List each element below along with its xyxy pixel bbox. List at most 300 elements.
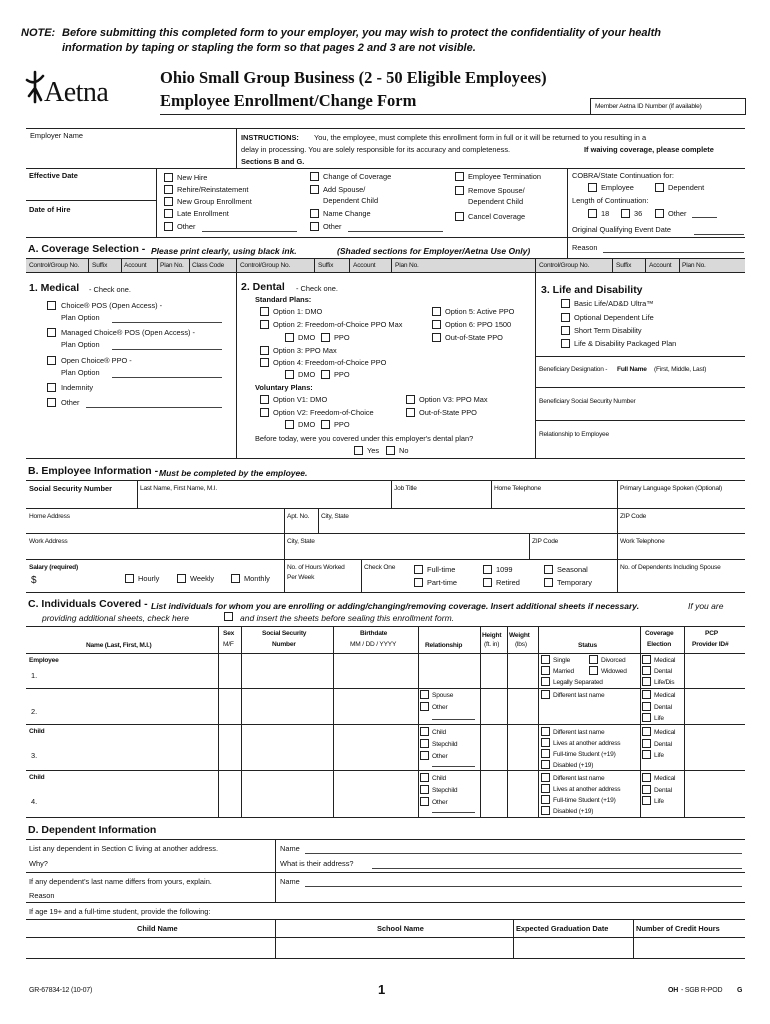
cancel-coverage-label: Cancel Coverage [468, 212, 526, 221]
dental-voos-checkbox[interactable] [406, 408, 415, 417]
cobra-18-label: 18 [601, 209, 610, 218]
row1-widowed-label: Widowed [601, 668, 627, 675]
open-choice-plan-option: Plan Option [61, 368, 100, 377]
section-c-title: C. Individuals Covered - [28, 598, 148, 610]
dental-question: Before today, were you covered under this employer's dental plan? [255, 434, 474, 443]
basic-life-checkbox[interactable] [561, 299, 570, 308]
medical-other-checkbox[interactable] [47, 398, 56, 407]
row1-dental-label: Dental [654, 668, 672, 675]
row4-other-label: Other [432, 799, 448, 806]
row4-stepchild-checkbox[interactable] [420, 785, 429, 794]
dental-option6-label: Option 6: PPO 1500 [445, 320, 512, 329]
dental-v2-ppo-label: PPO [334, 420, 350, 429]
row1-separated-label: Legally Separated [553, 679, 603, 686]
member-id-label: Member Aetna ID Number (if available) [595, 103, 702, 110]
col-height-unit: (ft. in) [484, 641, 500, 648]
retired-checkbox[interactable] [483, 578, 492, 587]
dental-option4-ppo-label: PPO [334, 370, 350, 379]
row4-medical-checkbox[interactable] [642, 773, 651, 782]
remove-dependent-label: Dependent Child [468, 197, 524, 206]
dental-option2-dmo-label: DMO [298, 333, 316, 342]
section-a-title: A. Coverage Selection - [28, 243, 146, 255]
row3-other-label: Other [432, 753, 448, 760]
qualifying-event-label: Original Qualifying Event Date [572, 225, 672, 234]
retired-label: Retired [496, 578, 520, 587]
dental-option4-ppo-checkbox[interactable] [321, 370, 330, 379]
child-name-header: Child Name [137, 924, 178, 933]
den-control-code: Control/Group No. [240, 262, 291, 269]
life-title: 3. Life and Disability [541, 284, 643, 296]
ssn-label: Social Security Number [29, 484, 112, 493]
dental-oos-label: Out-of-State PPO [445, 333, 503, 342]
per-week-label: Per Week [287, 574, 315, 581]
row3-lives-checkbox[interactable] [541, 738, 550, 747]
row2-medical-label: Medical [654, 692, 676, 699]
row3-child-label: Child [432, 729, 447, 736]
row4-child-checkbox[interactable] [420, 773, 429, 782]
employer-name-input[interactable] [58, 145, 228, 161]
cobra-36-checkbox[interactable] [621, 209, 630, 218]
row3-life-label: Life [654, 752, 664, 759]
f1099-checkbox[interactable] [483, 565, 492, 574]
col-ssn-1: Social Security [262, 630, 307, 637]
name-change-label: Name Change [323, 209, 371, 218]
cobra-dependent-checkbox[interactable] [655, 183, 664, 192]
col-weight-unit: (lbs) [515, 641, 527, 648]
row2-dental-checkbox[interactable] [642, 702, 651, 711]
aetna-logo-icon [24, 70, 46, 104]
row2-diff-last-label: Different last name [553, 692, 605, 699]
medical-title: 1. Medical [29, 282, 80, 294]
instructions-text-2: delay in processing. You are solely responsible for its accuracy and completeness. [241, 145, 511, 154]
open-choice-checkbox[interactable] [47, 356, 56, 365]
choice-pos-checkbox[interactable] [47, 301, 56, 310]
basic-life-label: Basic Life/AD&D Ultra™ [574, 299, 654, 308]
dental-v3-checkbox[interactable] [406, 395, 415, 404]
dental-option3-checkbox[interactable] [260, 346, 269, 355]
footer-code-oh: OH [668, 987, 679, 994]
add-dependent-label: Dependent Child [323, 196, 379, 205]
note-label: NOTE: [21, 27, 56, 39]
row2-diff-last-checkbox[interactable] [541, 690, 550, 699]
remove-spouse-label: Remove Spouse/ [468, 186, 525, 195]
cobra-other-label: Other [668, 209, 687, 218]
dental-option2-label: Option 2: Freedom-of-Choice PPO Max [273, 320, 403, 329]
temporary-checkbox[interactable] [544, 578, 553, 587]
den-suffix-code: Suffix [318, 262, 334, 269]
row1-married-label: Married [553, 668, 574, 675]
row4-life-label: Life [654, 798, 664, 805]
dependents-count-label: No. of Dependents Including Spouse [620, 564, 721, 571]
row1-medical-label: Medical [654, 657, 676, 664]
part-time-label: Part-time [427, 578, 457, 587]
row1-separated-checkbox[interactable] [541, 677, 550, 686]
name-change-checkbox[interactable] [310, 209, 319, 218]
instructions-label: INSTRUCTIONS: [241, 133, 299, 142]
salary-label: Salary (required) [29, 564, 79, 571]
col-coverage-1: Coverage [645, 630, 674, 637]
choice-pos-plan-option: Plan Option [61, 313, 100, 322]
add-spouse-label: Add Spouse/ [323, 185, 366, 194]
beneficiary-format: (First, Middle, Last) [654, 366, 707, 373]
col-mf: M/F [223, 641, 234, 648]
short-term-disability-checkbox[interactable] [561, 326, 570, 335]
section-a-shaded-note: (Shaded sections for Employer/Aetna Use Only) [337, 246, 531, 256]
medical-hint: - Check one. [89, 285, 131, 294]
life-control-code: Control/Group No. [539, 262, 590, 269]
cobra-title: COBRA/State Continuation for: [572, 171, 674, 180]
new-group-checkbox[interactable] [164, 197, 173, 206]
row4-life-checkbox[interactable] [642, 796, 651, 805]
new-hire-label: New Hire [177, 173, 208, 182]
dental-v2-dmo-label: DMO [298, 420, 316, 429]
note-line-1: Before submitting this completed form to your employer, you may wish to protect the confidentiality of your health [62, 27, 661, 39]
dep-reason-label: Reason [29, 891, 55, 900]
row4-other-checkbox[interactable] [420, 797, 429, 806]
dental-option4-dmo-checkbox[interactable] [285, 370, 294, 379]
cobra-length-label: Length of Continuation: [572, 196, 649, 205]
monthly-checkbox[interactable] [231, 574, 240, 583]
section-d-title: D. Dependent Information [28, 824, 157, 836]
form-title: Ohio Small Group Business (2 - 50 Eligible Employees) [160, 68, 547, 87]
home-city-state-label: City, State [321, 513, 349, 520]
row2-life-checkbox[interactable] [642, 713, 651, 722]
instructions-waiving: If waiving coverage, please complete [584, 145, 714, 154]
row4-stepchild-label: Stepchild [432, 787, 458, 794]
dep-address-label: What is their address? [280, 859, 354, 868]
col-coverage-2: Election [647, 641, 672, 648]
instructions-text-3: Sections B and G. [241, 157, 305, 166]
add-spouse-checkbox[interactable] [310, 185, 319, 194]
dental-v3-label: Option V3: PPO Max [419, 395, 488, 404]
col-relationship: Relationship [425, 642, 463, 649]
dep-q3: If age 19+ and a full-time student, provide the following: [29, 907, 211, 916]
row1-divorced-checkbox[interactable] [589, 655, 598, 664]
row3-life-checkbox[interactable] [642, 750, 651, 759]
row1-label: Employee [29, 657, 59, 664]
dental-option2-dmo-checkbox[interactable] [285, 333, 294, 342]
row3-stepchild-checkbox[interactable] [420, 739, 429, 748]
med-control-code: Control/Group No. [29, 262, 80, 269]
dental-hint: - Check one. [296, 284, 338, 293]
additional-sheets-checkbox[interactable] [224, 612, 233, 621]
row1-married-checkbox[interactable] [541, 666, 550, 675]
home-address-label: Home Address [29, 513, 70, 520]
section-c-tail-3: and insert the sheets before sealing this enrollment form. [240, 613, 455, 623]
managed-choice-checkbox[interactable] [47, 328, 56, 337]
form-subtitle: Employee Enrollment/Change Form [160, 91, 417, 110]
row2-medical-checkbox[interactable] [642, 690, 651, 699]
f1099-label: 1099 [496, 565, 513, 574]
change-coverage-label: Change of Coverage [323, 172, 392, 181]
temporary-label: Temporary [557, 578, 592, 587]
dental-v2-checkbox[interactable] [260, 408, 269, 417]
dental-option5-checkbox[interactable] [432, 307, 441, 316]
row3-disabled-label: Disabled (+19) [553, 762, 594, 769]
col-pcp-2: Provider ID# [692, 641, 729, 648]
dental-option4-checkbox[interactable] [260, 358, 269, 367]
event-other-checkbox[interactable] [164, 222, 173, 231]
dental-v2-dmo-checkbox[interactable] [285, 420, 294, 429]
work-zip-label: ZIP Code [532, 538, 559, 545]
dental-no-label: No [399, 446, 409, 455]
section-a-subtitle: Please print clearly, using black ink. [151, 246, 297, 256]
section-c-tail-2: providing additional sheets, check here [42, 613, 189, 623]
dental-option5-label: Option 5: Active PPO [445, 307, 515, 316]
life-package-checkbox[interactable] [561, 339, 570, 348]
home-telephone-label: Home Telephone [494, 485, 541, 492]
footer-code-sgb: - SGB R-POD [681, 987, 723, 994]
dental-option6-checkbox[interactable] [432, 320, 441, 329]
cobra-other-checkbox[interactable] [655, 209, 664, 218]
seasonal-checkbox[interactable] [544, 565, 553, 574]
seasonal-label: Seasonal [557, 565, 588, 574]
life-plan-code: Plan No. [682, 262, 706, 269]
new-group-label: New Group Enrollment [177, 197, 252, 206]
late-enrollment-checkbox[interactable] [164, 209, 173, 218]
col-birthdate-format: MM / DD / YYYY [350, 641, 397, 648]
dental-voos-label: Out-of-State PPO [419, 408, 477, 417]
section-c-tail-1: If you are [688, 601, 724, 611]
row1-dental-checkbox[interactable] [642, 666, 651, 675]
den-account-code: Account [353, 262, 376, 269]
med-class-code: Class Code [192, 262, 225, 269]
dep-why-label: Why? [29, 859, 48, 868]
row4-student-checkbox[interactable] [541, 795, 550, 804]
beneficiary-fullname: Full Name [617, 366, 647, 373]
employee-termination-label: Employee Termination [468, 172, 541, 181]
row2-life-label: Life [654, 715, 664, 722]
cobra-employee-checkbox[interactable] [588, 183, 597, 192]
page-number: 1 [378, 982, 386, 997]
row4-diff-last-checkbox[interactable] [541, 773, 550, 782]
row2-spouse-label: Spouse [432, 692, 454, 699]
change-other-label: Other [323, 222, 342, 231]
row4-diff-last-label: Different last name [553, 775, 605, 782]
event-other-label: Other [177, 222, 196, 231]
dental-voluntary-label: Voluntary Plans: [255, 383, 313, 392]
row4-dental-checkbox[interactable] [642, 785, 651, 794]
dep-q2: If any dependent's last name differs from yours, explain. [29, 877, 212, 886]
full-time-label: Full-time [427, 565, 456, 574]
work-city-state-label: City, State [287, 538, 315, 545]
home-zip-label: ZIP Code [620, 513, 647, 520]
dental-option4-dmo-label: DMO [298, 370, 316, 379]
med-account-code: Account [124, 262, 147, 269]
row3-disabled-checkbox[interactable] [541, 760, 550, 769]
hourly-checkbox[interactable] [125, 574, 134, 583]
dental-option2-checkbox[interactable] [260, 320, 269, 329]
employee-name-label: Last Name, First Name, M.I. [140, 485, 218, 492]
dental-v1-label: Option V1: DMO [273, 395, 328, 404]
apt-no-label: Apt. No. [287, 513, 310, 520]
change-coverage-checkbox[interactable] [310, 172, 319, 181]
row2-number: 2. [31, 707, 38, 716]
work-telephone-label: Work Telephone [620, 538, 665, 545]
indemnity-checkbox[interactable] [47, 383, 56, 392]
full-time-checkbox[interactable] [414, 565, 423, 574]
beneficiary-relationship-label: Relationship to Employee [539, 431, 609, 438]
row2-other-checkbox[interactable] [420, 702, 429, 711]
late-enrollment-label: Late Enrollment [177, 209, 229, 218]
row1-medical-checkbox[interactable] [642, 655, 651, 664]
employee-termination-checkbox[interactable] [455, 172, 464, 181]
row4-disabled-checkbox[interactable] [541, 806, 550, 815]
row3-lives-label: Lives at another address [553, 740, 621, 747]
change-other-checkbox[interactable] [310, 222, 319, 231]
life-account-code: Account [649, 262, 672, 269]
cobra-employee-label: Employee [601, 183, 634, 192]
row4-medical-label: Medical [654, 775, 676, 782]
cobra-dependent-label: Dependent [668, 183, 705, 192]
row3-dental-checkbox[interactable] [642, 739, 651, 748]
row3-diff-last-label: Different last name [553, 729, 605, 736]
dental-oos-checkbox[interactable] [432, 333, 441, 342]
instructions-text-1: You, the employee, must complete this enrollment form in full or it will be returned to you resulting in a [314, 133, 647, 142]
section-b-title: B. Employee Information - [28, 465, 159, 477]
managed-choice-label: Managed Choice® POS (Open Access) - [61, 328, 196, 337]
row3-medical-label: Medical [654, 729, 676, 736]
choice-pos-label: Choice® POS (Open Access) - [61, 301, 163, 310]
row1-divorced-label: Divorced [601, 657, 626, 664]
life-package-label: Life & Disability Packaged Plan [574, 339, 677, 348]
row1-lifedis-label: Life/Dis [654, 679, 675, 686]
check-one-label: Check One [364, 564, 396, 571]
row1-number: 1. [31, 671, 38, 680]
dental-option4-label: Option 4: Freedom-of-Choice PPO [273, 358, 387, 367]
weekly-label: Weekly [190, 574, 215, 583]
hourly-label: Hourly [138, 574, 160, 583]
row3-student-label: Full-time Student (+19) [553, 751, 616, 758]
weekly-checkbox[interactable] [177, 574, 186, 583]
dental-standard-label: Standard Plans: [255, 295, 312, 304]
dep-name2-label: Name [280, 877, 300, 886]
optional-dependent-life-checkbox[interactable] [561, 313, 570, 322]
beneficiary-ssn-label: Beneficiary Social Security Number [539, 398, 636, 405]
cancel-coverage-checkbox[interactable] [455, 212, 464, 221]
row4-lives-label: Lives at another address [553, 786, 621, 793]
form-number: GR-67834-12 (10-07) [29, 987, 93, 994]
row3-number: 3. [31, 751, 38, 760]
salary-dollar: $ [31, 575, 37, 586]
col-name: Name (Last, First, M.I.) [86, 642, 152, 649]
school-name-header: School Name [377, 924, 424, 933]
row2-other-label: Other [432, 704, 448, 711]
dental-yes-checkbox[interactable] [354, 446, 363, 455]
row4-number: 4. [31, 797, 38, 806]
med-suffix-code: Suffix [92, 262, 108, 269]
row2-spouse-checkbox[interactable] [420, 690, 429, 699]
life-suffix-code: Suffix [616, 262, 632, 269]
monthly-label: Monthly [244, 574, 270, 583]
dep-name-label: Name [280, 844, 300, 853]
dental-option2-ppo-label: PPO [334, 333, 350, 342]
dental-v2-ppo-checkbox[interactable] [321, 420, 330, 429]
graduation-date-header: Expected Graduation Date [516, 924, 609, 933]
footer-code-g: G [737, 987, 743, 994]
medical-other-label: Other [61, 398, 80, 407]
row1-lifedis-checkbox[interactable] [642, 677, 651, 686]
row4-disabled-label: Disabled (+19) [553, 808, 594, 815]
credit-hours-header: Number of Credit Hours [636, 924, 720, 933]
rehire-label: Rehire/Reinstatement [177, 185, 249, 194]
indemnity-label: Indemnity [61, 383, 94, 392]
col-height: Height [482, 632, 502, 639]
row3-dental-label: Dental [654, 741, 672, 748]
col-status: Status [578, 642, 597, 649]
row4-student-label: Full-time Student (+19) [553, 797, 616, 804]
row1-widowed-checkbox[interactable] [589, 666, 598, 675]
open-choice-label: Open Choice® PPO - [61, 356, 132, 365]
cobra-reason-label: Reason [572, 243, 598, 252]
row3-child-checkbox[interactable] [420, 727, 429, 736]
row3-label: Child [29, 728, 45, 735]
dental-yes-label: Yes [367, 446, 380, 455]
beneficiary-label: Beneficiary Designation - [539, 366, 608, 373]
cobra-18-checkbox[interactable] [588, 209, 597, 218]
effective-date-label: Effective Date [29, 171, 78, 180]
remove-spouse-checkbox[interactable] [455, 186, 464, 195]
job-title-label: Job Title [394, 485, 417, 492]
row3-stepchild-label: Stepchild [432, 741, 458, 748]
row3-medical-checkbox[interactable] [642, 727, 651, 736]
part-time-checkbox[interactable] [414, 578, 423, 587]
dental-option1-label: Option 1: DMO [273, 307, 323, 316]
new-hire-checkbox[interactable] [164, 173, 173, 182]
aetna-logo-text: Aetna [44, 77, 109, 108]
col-weight: Weight [509, 632, 530, 639]
den-plan-code: Plan No. [395, 262, 419, 269]
col-pcp-1: PCP [705, 630, 718, 637]
dental-v2-label: Option V2: Freedom-of-Choice [273, 408, 374, 417]
row4-lives-checkbox[interactable] [541, 784, 550, 793]
row3-other-checkbox[interactable] [420, 751, 429, 760]
rehire-checkbox[interactable] [164, 185, 173, 194]
dental-v1-checkbox[interactable] [260, 395, 269, 404]
row1-single-label: Single [553, 657, 571, 664]
primary-language-label: Primary Language Spoken (Optional) [620, 485, 723, 492]
note-line-2: information by taping or stapling the form so that pages 2 and 3 are not visible. [62, 42, 476, 54]
col-sex: Sex [223, 630, 235, 637]
row4-child-label: Child [432, 775, 447, 782]
optional-dependent-life-label: Optional Dependent Life [574, 313, 654, 322]
section-c-subtitle: List individuals for whom you are enrolling or adding/changing/removing coverage. Insert additional sheets if necessary. [151, 601, 640, 611]
med-plan-code: Plan No. [160, 262, 184, 269]
row3-diff-last-checkbox[interactable] [541, 727, 550, 736]
section-b-subtitle: Must be completed by the employee. [159, 468, 308, 478]
dep-q1: List any dependent in Section C living at another address. [29, 844, 218, 853]
col-birthdate: Birthdate [360, 630, 388, 637]
dental-no-checkbox[interactable] [386, 446, 395, 455]
dental-option2-ppo-checkbox[interactable] [321, 333, 330, 342]
cobra-36-label: 36 [634, 209, 643, 218]
row1-single-checkbox[interactable] [541, 655, 550, 664]
hours-worked-label: No. of Hours Worked [287, 564, 345, 571]
date-of-hire-label: Date of Hire [29, 205, 71, 214]
short-term-disability-label: Short Term Disability [574, 326, 642, 335]
col-ssn-2: Number [272, 641, 296, 648]
row3-student-checkbox[interactable] [541, 749, 550, 758]
row4-label: Child [29, 774, 45, 781]
row2-dental-label: Dental [654, 704, 672, 711]
row4-dental-label: Dental [654, 787, 672, 794]
dental-option1-checkbox[interactable] [260, 307, 269, 316]
dental-title: 2. Dental [241, 281, 285, 293]
managed-plan-option: Plan Option [61, 340, 100, 349]
work-address-label: Work Address [29, 538, 68, 545]
employer-name-label: Employer Name [30, 131, 83, 140]
dental-option3-label: Option 3: PPO Max [273, 346, 337, 355]
